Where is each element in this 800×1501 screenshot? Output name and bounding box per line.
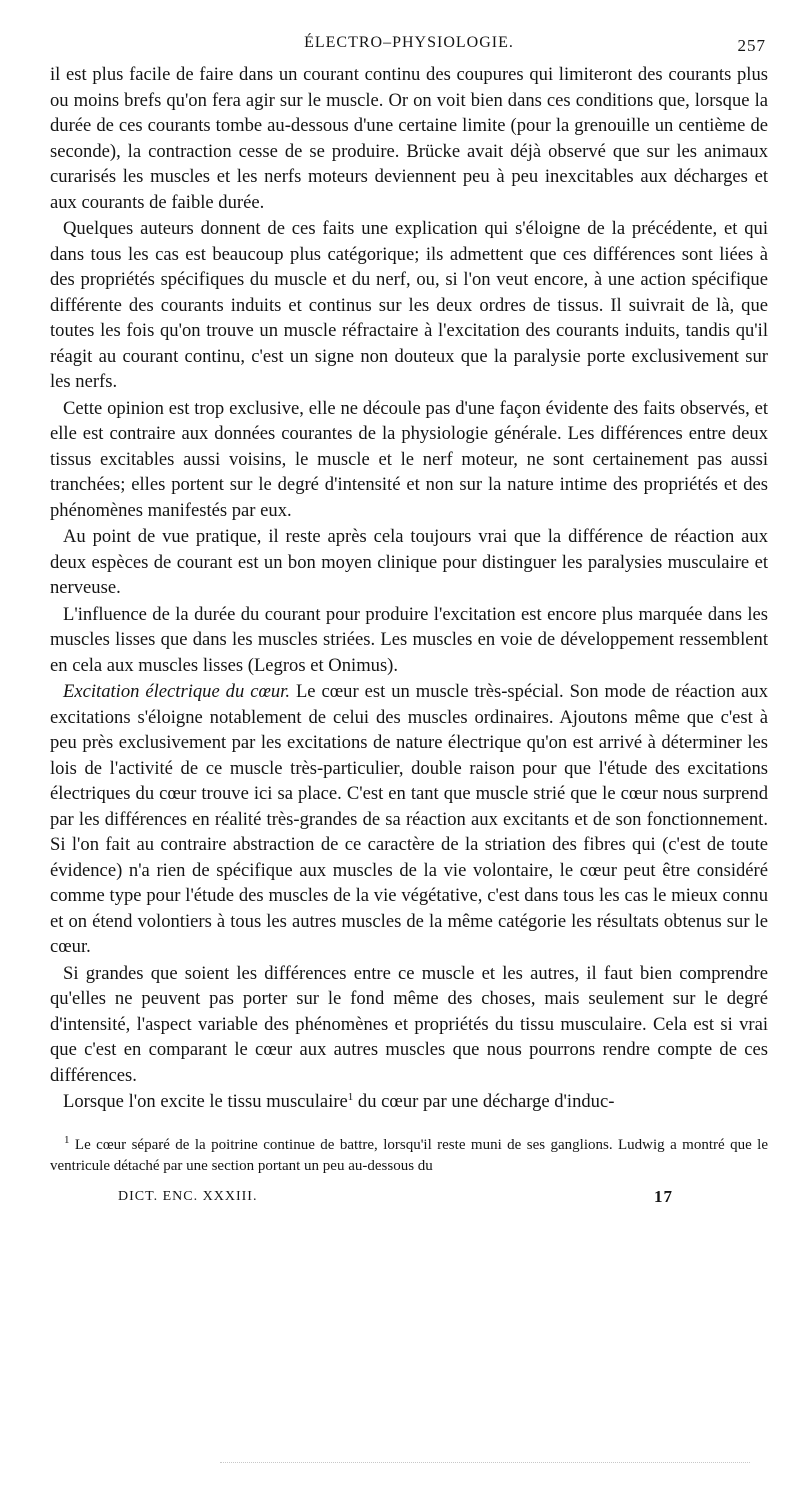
page-number: 257 [737,36,766,55]
paragraph: il est plus facile de faire dans un courant continu des coupures qui limiteront des courants plus ou moins brefs qu'on fera agir sur le muscle. Or on voit bien dans ces conditions que, lorsque la durée de ces courants tombe au-dessous d'une certaine limite (pour la grenouille un centième de seconde), la contraction cesse de se produire. Brücke avait déjà observé que sur les animaux curarisés les muscles et les nerfs moteurs deviennent peu à peu inexcitables aux décharges et aux courants de faible durée. [50,64,768,213]
footnote-reference: 1 [347,1090,354,1103]
running-title: ÉLECTRO–PHYSIOLOGIE. [304,34,514,51]
footnote [50,1135,768,1177]
page [50,30,768,1213]
paragraph-text: Lorsque l'on excite le tissu musculaire [63,1091,348,1112]
paragraph: Si grandes que soient les différences entre ce muscle et les autres, il faut bien comprendre qu'elles ne peuvent pas porter sur le fond même des choses, mais seulement sur le degré d'intensité, l'aspect variable des phénomènes et propriétés du tissu musculaire. Cela est si vrai que c'est en comparant le cœur aux autres muscles que nous pourrons rendre compte de ces différences. [50,962,768,1086]
footnote-text [50,1135,768,1177]
footnote-marker: 1 [64,1133,70,1146]
paragraph: Quelques auteurs donnent de ces faits une explication qui s'éloigne de la précédente, et qui dans tous les cas est beaucoup plus catégorique; ils admettent que ces différences sont liées à des propriétés spécifiques du muscle et du nerf, ou, si l'on veut encore, à une action spécifique différente des courants induits et continus sur les deux ordres de tissus. Il suivrait de là, que toutes les fois qu'on trouve un muscle réfractaire à l'excitation des courants induits, tandis qu'il réagit au courant continu, c'est un signe non douteux que la paralysie porte exclusivement sur les nerfs. [50,218,768,392]
paragraph: Cette opinion est trop exclusive, elle ne découle pas d'une façon évidente des faits observés, et elle est contraire aux données courantes de la physiologie générale. Les différences entre deux tissus excitables aussi voisins, le muscle et le nerf moteur, ne sont certainement pas aussi tranchées; elles portent sur le degré d'intensité et non sur la nature intime des propriétés et des phénomènes manifestés par eux. [50,397,768,521]
paragraph-last [50,1089,768,1115]
paragraph: Au point de vue pratique, il reste après cela toujours vrai que la différence de réaction aux deux espèces de courant est un bon moyen clinique pour distinguer les paralysies musculaire et nerveuse. [50,526,768,598]
bleed-through-rule [220,1462,750,1463]
footnote-body: Le cœur séparé de la poitrine continue de battre, lorsqu'il reste muni de ses ganglions. Ludwig a montré que le ventricule détaché par une section portant un peu au-dessous du [50,1136,768,1174]
running-head [50,30,768,58]
paragraph-text: du cœur par une décharge d'induc- [353,1091,615,1112]
section-heading: Excitation électrique du cœur. [63,681,290,702]
paragraph-heart [50,679,768,960]
page-footer [50,1185,768,1213]
signature-mark: DICT. ENC. XXXIII. [118,1188,258,1204]
paragraph-text: Le cœur est un muscle très-spécial. Son mode de réaction aux excitations s'éloigne notablement de celui des muscles ordinaires. Ajoutons même que c'est à peu près exclusivement par les excitations de nature électrique qu'on est arrivé à déterminer les lois de l'activité de ce muscle très-particulier, double raison pour que l'étude des excitations électriques du cœur trouve ici sa place. C'est en tant que muscle strié que le cœur nous surprend par les différences en réalité très-grandes de sa réaction aux excitants et de son fonctionnement. Si l'on fait au contraire abstraction de ce caractère de la striation des fibres qui (c'est de toute évidence) n'a rien de spécifique aux muscles de la vie volontaire, le cœur peut être considéré comme type pour l'étude des muscles de la vie végétative, c'est dans tous les cas le mieux connu et on étend volontiers à tous les autres muscles de la même catégorie les résultats obtenus sur le cœur. [50,681,768,957]
paragraph: L'influence de la durée du courant pour produire l'excitation est encore plus marquée dans les muscles lisses que dans les muscles striées. Les muscles en voie de développement ressemblent en cela aux muscles lisses (Legros et Onimus). [50,603,768,676]
body-text [50,62,768,1115]
sheet-number: 17 [654,1186,673,1206]
